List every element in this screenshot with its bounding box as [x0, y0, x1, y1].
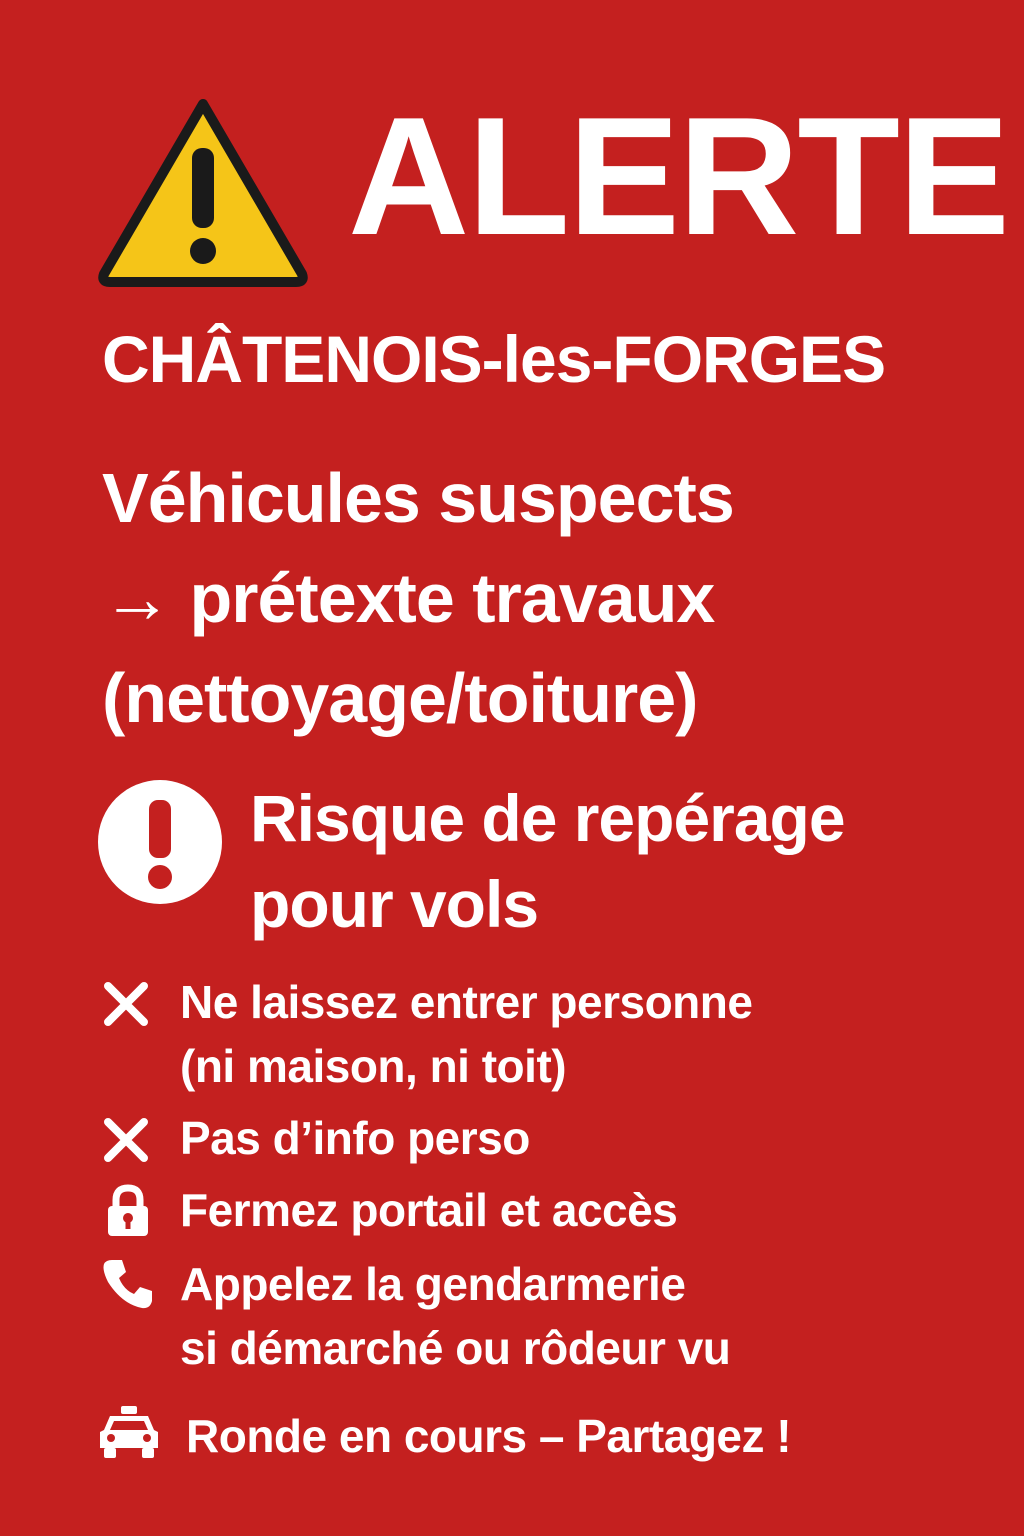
warning-triangle-icon: [96, 96, 310, 288]
headline-line: → prétexte travaux: [102, 559, 715, 637]
headline: [102, 448, 734, 748]
tip-item: [180, 970, 752, 1098]
tip-item: [180, 1178, 677, 1242]
tip-item: [180, 1252, 730, 1380]
cross-icon: [98, 1112, 154, 1168]
car-icon: [96, 1404, 162, 1462]
tip-line: Ronde en cours – Partagez !: [186, 1410, 792, 1462]
cross-icon: [98, 976, 154, 1032]
phone-icon: [100, 1256, 156, 1312]
tip-line: Pas d’info perso: [180, 1112, 530, 1164]
tip-line: Appelez la gendarmerie: [180, 1258, 686, 1310]
risk-line: Risque de repérage: [250, 781, 845, 855]
tip-item: [180, 1106, 530, 1170]
tip-line: Ne laissez entrer personne: [180, 976, 753, 1028]
tip-line: si démarché ou rôdeur vu: [180, 1322, 731, 1374]
tip-line: Fermez portail et accès: [180, 1184, 678, 1236]
headline-line: Véhicules suspects: [102, 459, 734, 537]
alert-title: ALERTE: [348, 82, 1008, 270]
lock-icon: [100, 1182, 156, 1238]
risk-line: pour vols: [250, 867, 539, 941]
town-name: CHÂTENOIS-les-FORGES: [102, 322, 886, 396]
exclamation-circle-icon: [96, 778, 224, 906]
risk-text: [250, 775, 845, 947]
tip-line: (ni maison, ni toit): [180, 1040, 567, 1092]
tip-item: [186, 1404, 791, 1468]
headline-line: (nettoyage/toiture): [102, 659, 698, 737]
